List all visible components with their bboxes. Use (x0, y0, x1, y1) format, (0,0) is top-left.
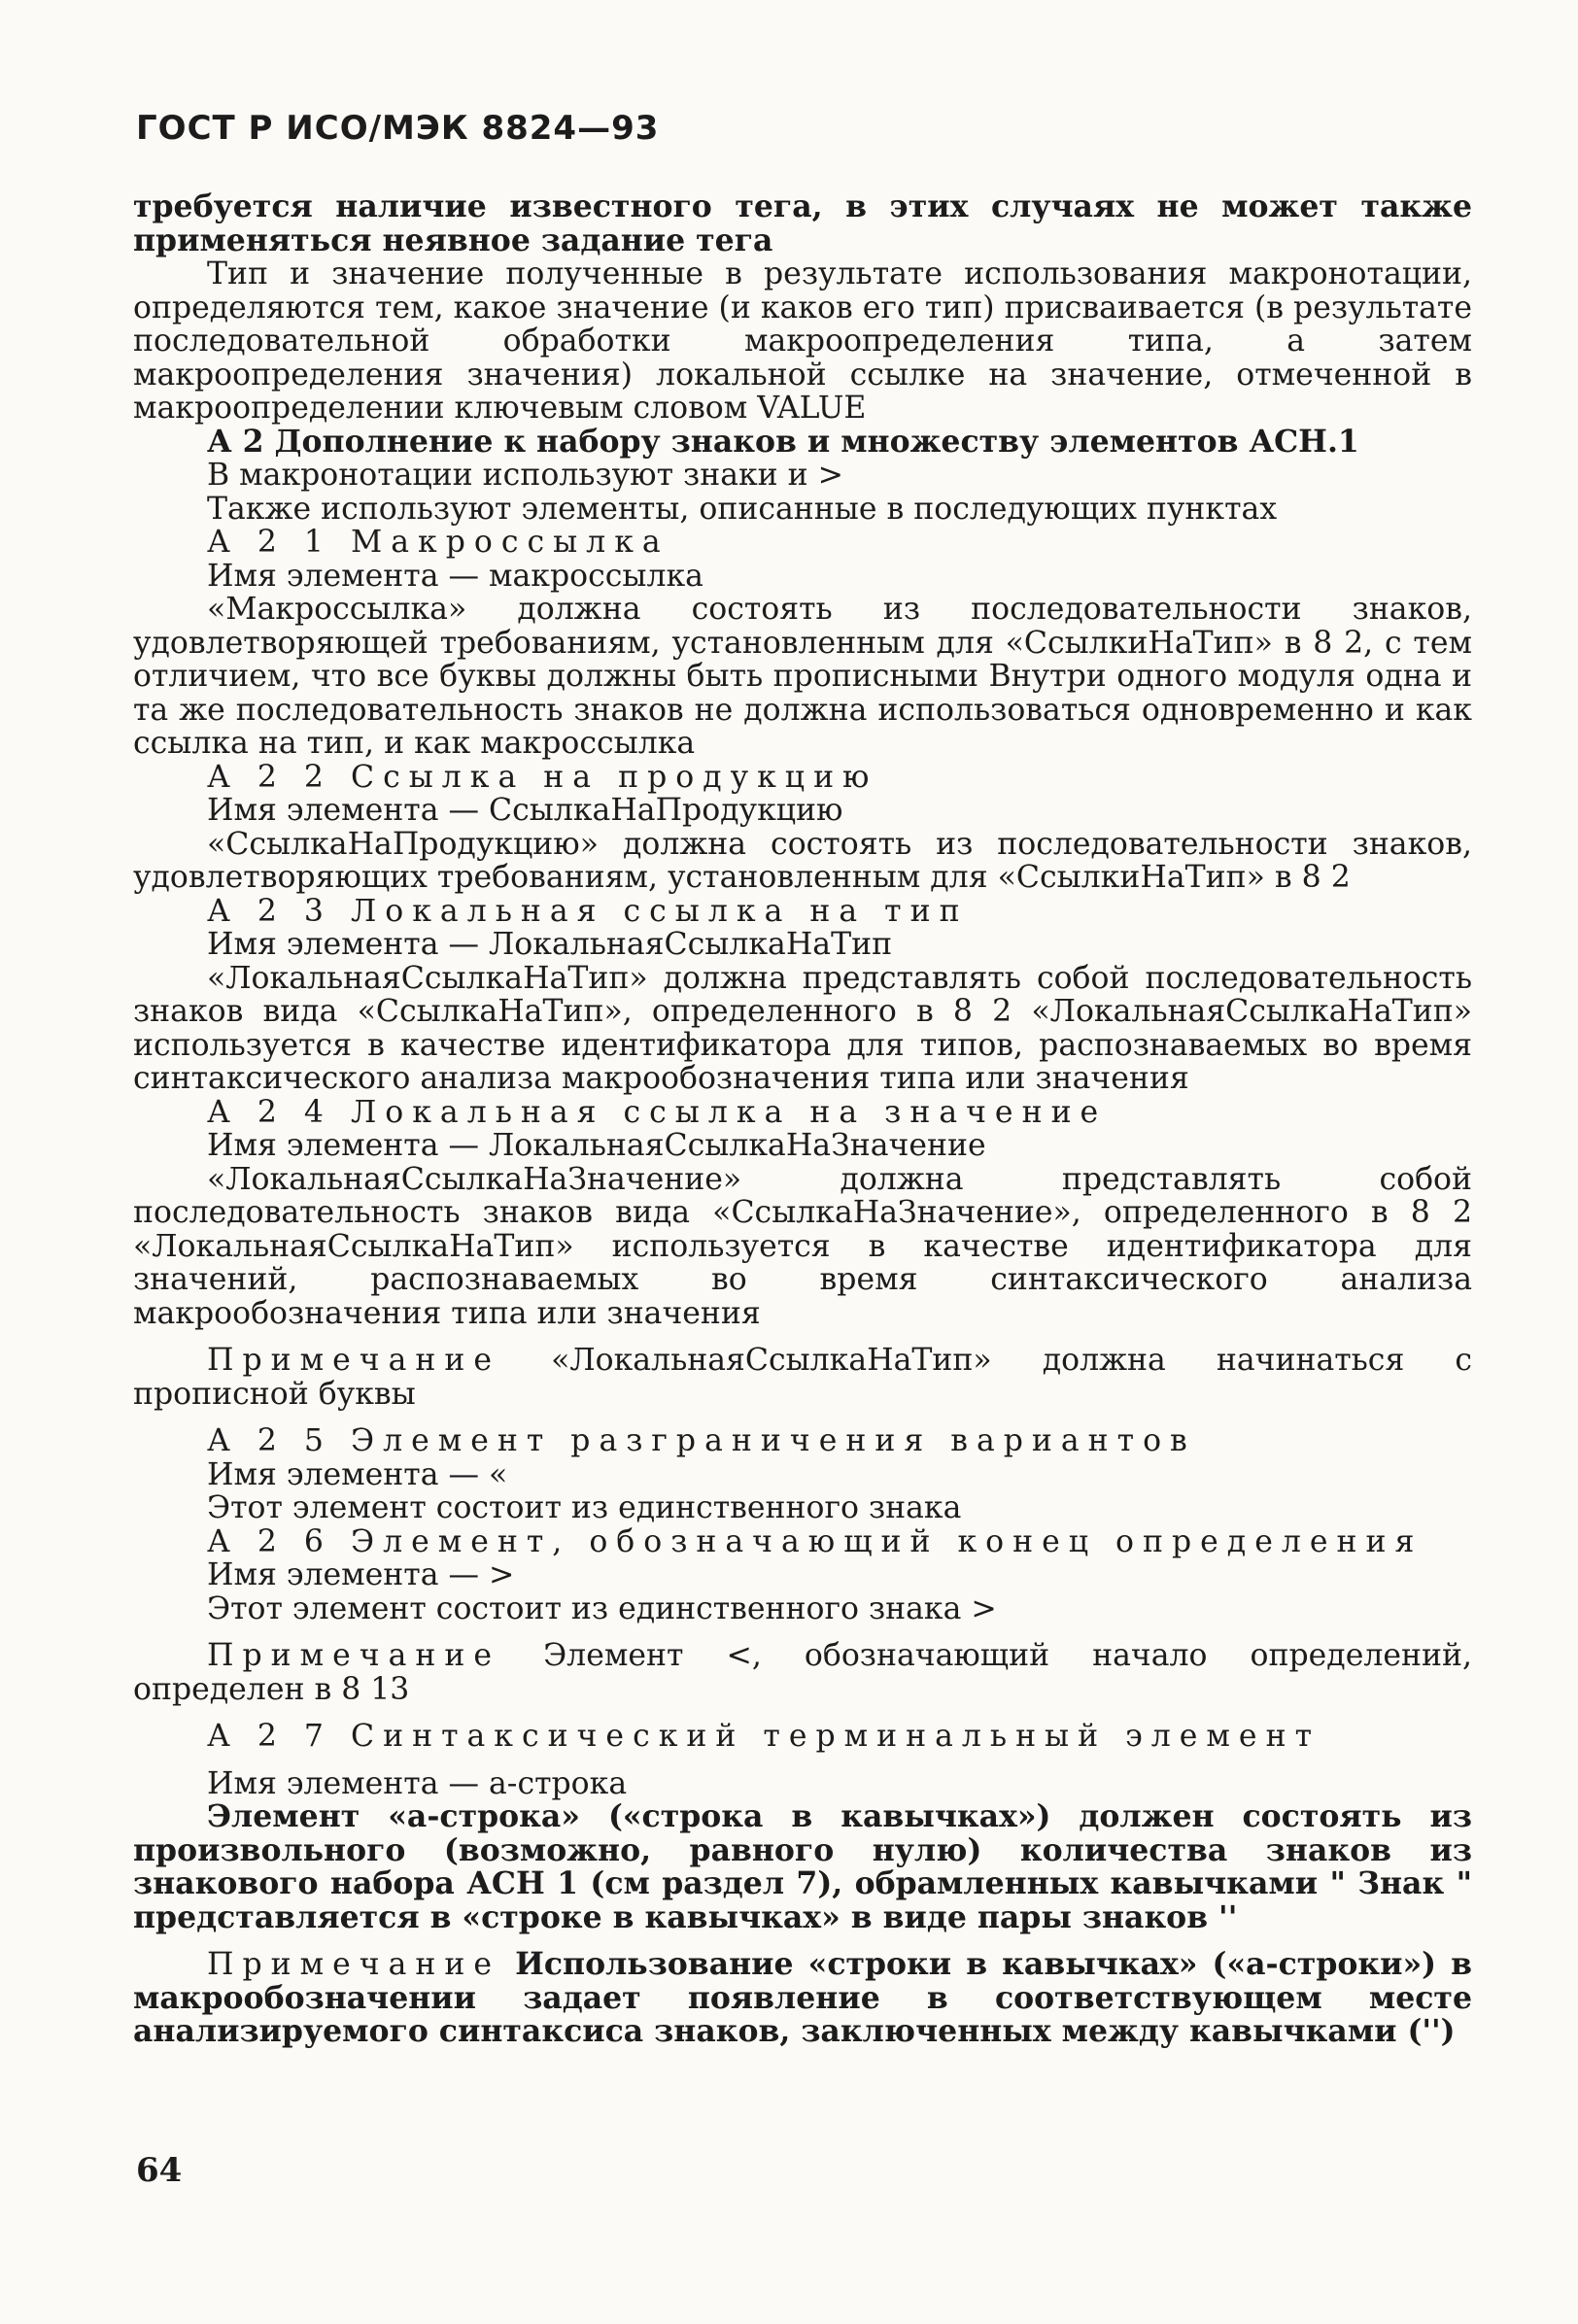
section-a27-name: Имя элемента — а-строка (207, 1765, 628, 1801)
section-a27-note (133, 1948, 1472, 2049)
section-a26-name: Имя элемента — > (207, 1557, 515, 1592)
section-a24-name: Имя элемента — ЛокальнаяСсылкаНаЗначение (207, 1128, 986, 1163)
section-a23-heading: А 2 3 Локальная ссылка на тип (207, 893, 969, 929)
page-body (133, 190, 1472, 2049)
section-a26-text: Этот элемент состоит из единственного знака > (207, 1590, 997, 1626)
section-a21-text: «Макроссылка» должна состоять из последовательности знаков, удовлетворяющей требованиям, установленным для «СсылкиНаТип» в 8 2, с тем отличием, что все буквы должны быть прописными Внутри одного модуля одна и та же последовательность знаков не должна использоваться одновременно и как ссылка на тип, и как макроссылка (133, 592, 1472, 761)
note-text: Элемент <, обозначающий начало определений, определен в 8 13 (133, 1638, 1472, 1707)
note-text: Использование «строки в кавычках» («а-строки») в макрообозначении задает появление в соответствующем месте анализируемого синтаксиса знаков, заключенных между кавычками ('') (133, 1946, 1473, 2049)
page-number: 64 (136, 2151, 183, 2190)
page-header: ГОСТ Р ИСО/МЭК 8824—93 (136, 109, 660, 148)
section-a24-heading: А 2 4 Локальная ссылка на значение (207, 1094, 1108, 1130)
section-a2-line1: В макронотации используют знаки и > (207, 458, 844, 493)
section-a22-heading: А 2 2 Ссылка на продукцию (207, 759, 878, 795)
section-a27-heading: А 2 7 Синтаксический терминальный элемент (207, 1719, 1321, 1754)
section-a2-line2: Также используют элементы, описанные в последующих пунктах (207, 491, 1278, 527)
section-a24-text: «ЛокальнаяСсылкаНаЗначение» должна представлять собой последовательность знаков вида «СсылкаНаЗначение», определенного в 8 2 «ЛокальнаяСсылкаНаТип» используется в качестве идентификатора для значений, распознаваемых во время синтаксического анализа макрообозначения типа или значения (133, 1161, 1472, 1331)
section-a22-name: Имя элемента — СсылкаНаПродукцию (207, 793, 843, 828)
section-a27-text: Элемент «а-строка» («строка в кавычках») должен состоять из произвольного (возможно, равного нулю) количества знаков из знакового набора АСН 1 (см раздел 7), обрамленных кавычками " Знак " представляется в «строке в кавычках» в виде пары знаков '' (133, 1798, 1472, 1935)
note-label: Примечание (207, 1947, 501, 1982)
section-a24-note (133, 1344, 1472, 1411)
note-label: Примечание (207, 1638, 501, 1673)
section-a21-heading: А 2 1 Макроссылка (207, 525, 669, 560)
section-a26-heading: А 2 6 Элемент, обозначающий конец определения (207, 1523, 1424, 1559)
type-value-paragraph: Тип и значение полученные в результате использования макронотации, определяются тем, какое значение (и каков его тип) присваивается (в результате последовательной обработки макроопределения типа, а затем макроопределения значения) локальной ссылке на значение, отмеченной в макроопределении ключевым словом VALUE (133, 256, 1472, 426)
section-a25-name: Имя элемента — « (207, 1456, 508, 1492)
section-a25-heading: А 2 5 Элемент разграничения вариантов (207, 1423, 1196, 1458)
section-a25-text: Этот элемент состоит из единственного знака (207, 1490, 962, 1525)
section-a26-note (133, 1639, 1472, 1706)
section-a2-heading: А 2 Дополнение к набору знаков и множеству элементов АСН.1 (207, 423, 1359, 460)
section-a23-text: «ЛокальнаяСсылкаНаТип» должна представлять собой последовательность знаков вида «СсылкаНаТип», определенного в 8 2 «ЛокальнаяСсылкаНаТип» используется в качестве идентификатора для типов, распознаваемых во время синтаксического анализа макрообозначения типа или значения (133, 960, 1472, 1096)
note-text: «ЛокальнаяСсылкаНаТип» должна начинаться с прописной буквы (133, 1343, 1472, 1412)
section-a22-text: «СсылкаНаПродукцию» должна состоять из последовательности знаков, удовлетворяющих требованиям, установленным для «СсылкиНаТип» в 8 2 (133, 826, 1472, 895)
note-label: Примечание (207, 1343, 501, 1378)
intro-paragraph: требуется наличие известного тега, в этих случаях не может также применяться неявное задание тега (133, 188, 1472, 258)
section-a21-name: Имя элемента — макроссылка (207, 558, 703, 594)
section-a23-name: Имя элемента — ЛокальнаяСсылкаНаТип (207, 927, 893, 962)
